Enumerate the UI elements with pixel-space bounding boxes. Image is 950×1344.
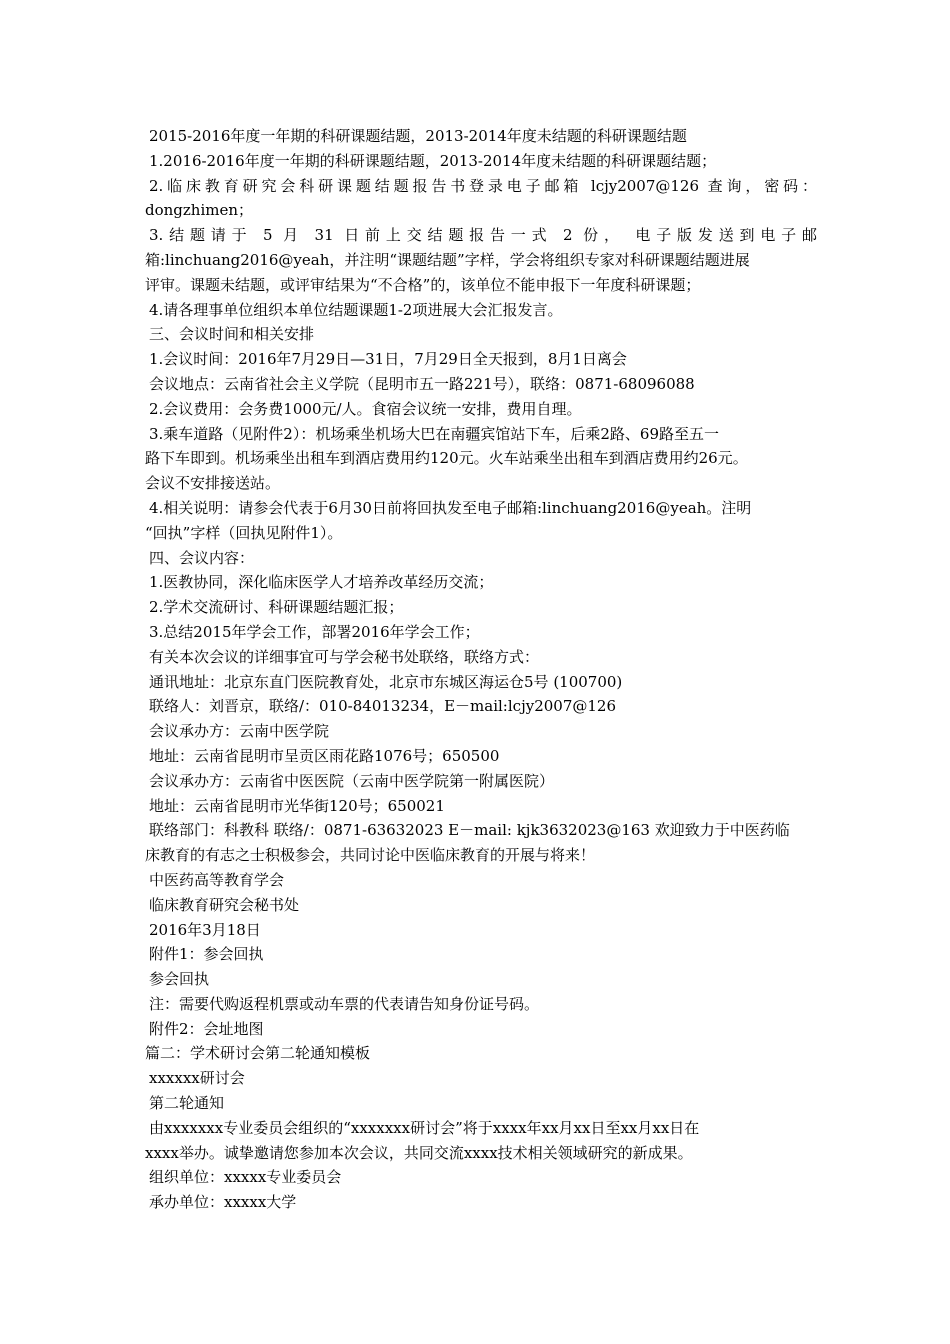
signature-dept: 临床教育研究会秘书处: [149, 895, 300, 914]
text-line-14: 路下车即到。机场乘坐出租车到酒店费用约120元。火车站乘坐出租车到酒店费用约26元。: [145, 449, 748, 468]
text-line-42: xxxx举办。诚挚邀请您参加本次会议，共同交流xxxx技术相关领域研究的新成果。: [145, 1143, 693, 1162]
attachment-1-label: 附件1：参会回执: [149, 945, 264, 964]
attachment-2-label: 附件2：会址地图: [149, 1019, 264, 1038]
text-line-4: dongzhimen；: [145, 201, 254, 220]
attachment-note: 注：需要代购返程机票或动车票的代表请告知身份证号码。: [149, 994, 540, 1013]
text-line-17: “回执”字样（回执见附件1）。: [145, 523, 343, 542]
text-line-11: 会议地点：云南省社会主义学院（昆明市五一路221号），联络：0871-68096088: [149, 374, 695, 393]
text-line-21: 3.总结2015年学会工作，部署2016年学会工作；: [149, 622, 480, 641]
text-line-28: 地址：云南省昆明市光华街120号；650021: [149, 796, 445, 815]
text-line-26: 地址：云南省昆明市呈贡区雨花路1076号；650500: [149, 746, 500, 765]
document-body: [145, 124, 817, 1215]
text-line-24: 联络人：刘晋京，联络/：010-84013234，E－mail:lcjy2007@126: [149, 697, 616, 716]
text-line-12: 2.会议费用：会务费1000元/人。食宿会议统一安排，费用自理。: [149, 399, 582, 418]
text-line-16: 4.相关说明：请参会代表于6月30日前将回执发至电子邮箱:linchuang2016@yeah。注明: [149, 498, 752, 517]
text-line-3: 2.临床教育研究会科研课题结题报告书登录电子邮箱 lcjy2007@126 查询，密码：: [149, 176, 817, 195]
text-line-2: 1.2016-2016年度一年期的科研课题结题，2013-2014年度未结题的科研课题结题；: [149, 151, 717, 170]
text-line-15: 会议不安排接送站。: [145, 474, 281, 493]
signature-date: 2016年3月18日: [149, 920, 261, 939]
text-line-27: 会议承办方：云南省中医医院（云南中医学院第一附属医院）: [149, 771, 555, 790]
notice-title: 第二轮通知: [149, 1094, 225, 1113]
text-line-13: 3.乘车道路（见附件2）：机场乘坐机场大巴在南疆宾馆站下车，后乘2路、69路至五一: [149, 424, 719, 443]
text-line-19: 1.医教协同，深化临床医学人才培养改革经历交流；: [149, 573, 494, 592]
text-line-10: 1.会议时间：2016年7月29日—31日，7月29日全天报到，8月1日离会: [149, 350, 627, 369]
section-heading-3: 三、会议时间和相关安排: [149, 325, 315, 344]
text-line-1: 2015-2016年度一年期的科研课题结题，2013-2014年度未结题的科研课题结题: [149, 127, 687, 145]
text-line-22: 有关本次会议的详细事宜可与学会秘书处联络，联络方式：: [149, 647, 540, 666]
text-line-8: 4.请各理事单位组织本单位结题课题1-2项进展大会汇报发言。: [149, 300, 563, 319]
text-line-23: 通讯地址：北京东直门医院教育处，北京市东城区海运仓5号 (100700): [149, 672, 623, 691]
text-line-6: 箱:linchuang2016@yeah，并注明“课题结题”字样，学会将组织专家对科研课题结题进展: [145, 250, 750, 269]
attachment-1-title: 参会回执: [149, 970, 210, 989]
text-line-30: 床教育的有志之士积极参会，共同讨论中医临床教育的开展与将来！: [145, 846, 596, 865]
signature-org: 中医药高等教育学会: [149, 870, 285, 889]
section-heading-4: 四、会议内容：: [149, 548, 255, 567]
host-line: 承办单位：xxxxx大学: [149, 1193, 297, 1212]
part-two-heading: 篇二：学术研讨会第二轮通知模板: [145, 1044, 371, 1063]
seminar-name: xxxxxx研讨会: [149, 1069, 245, 1088]
text-line-20: 2.学术交流研讨、科研课题结题汇报；: [149, 598, 404, 617]
organizer-line: 组织单位：xxxxx专业委员会: [149, 1168, 342, 1187]
text-line-25: 会议承办方：云南中医学院: [149, 722, 330, 741]
text-line-41: 由xxxxxxx专业委员会组织的“xxxxxxx研讨会”将于xxxx年xx月xx日至xx月xx日在: [149, 1118, 700, 1137]
text-line-29: 联络部门：科教科 联络/：0871-63632023 E－mail: kjk3632023@163 欢迎致力于中医药临: [149, 821, 790, 840]
text-line-7: 评审。课题未结题，或评审结果为“不合格”的，该单位不能申报下一年度科研课题；: [145, 275, 701, 294]
text-line-5: 3.结题请于 5 月 31 日前上交结题报告一式 2 份， 电子版发送到电子邮: [149, 226, 817, 245]
